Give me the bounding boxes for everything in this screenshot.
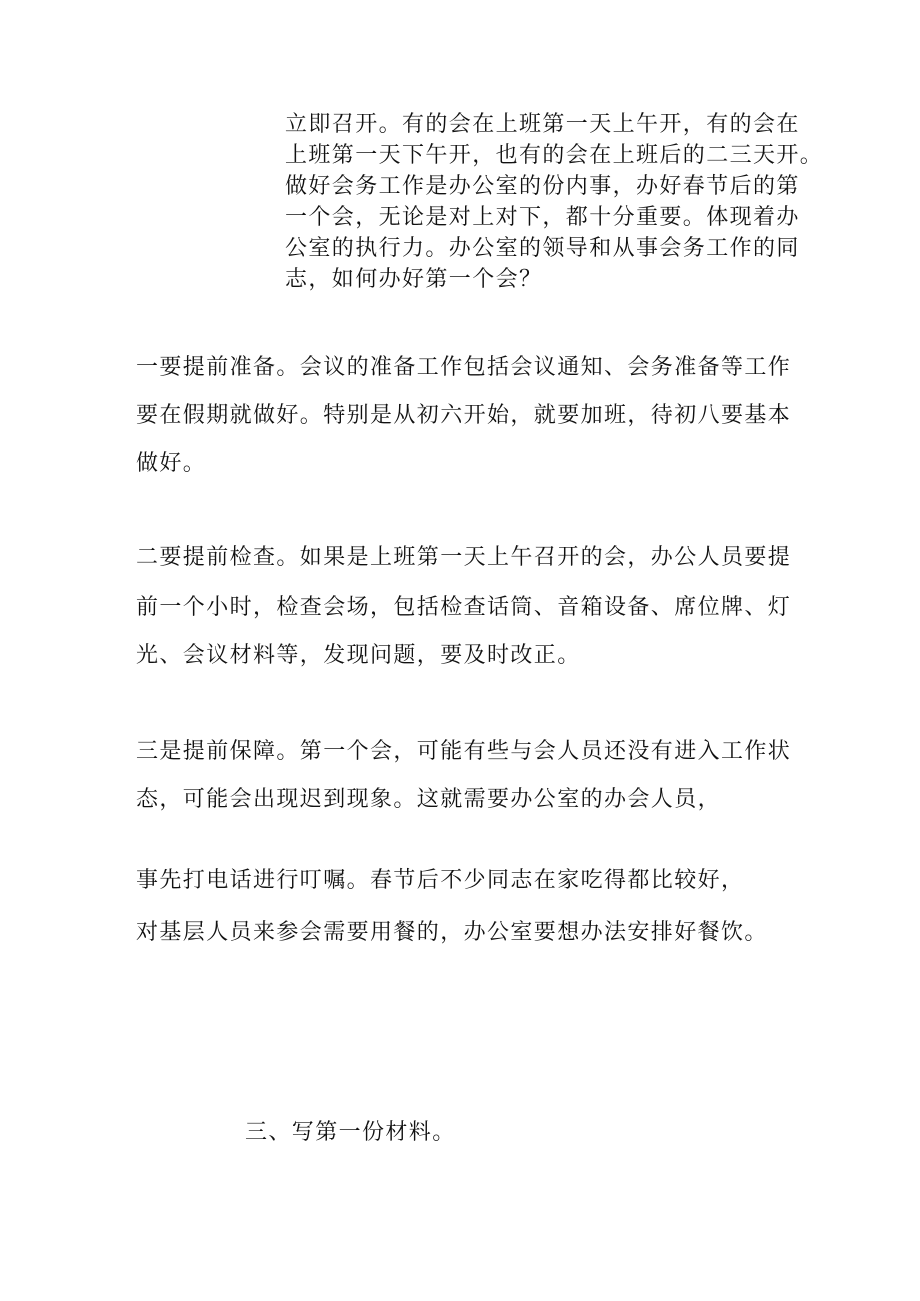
text-line: 做好。 xyxy=(136,451,207,476)
text-line: 一个会，无论是对上对下，都十分重要。体现着办 xyxy=(285,205,800,230)
text-line: 光、会议材料等，发现问题，要及时改正。 xyxy=(136,643,581,668)
text-line: 志，如何办好第一个会？ xyxy=(285,267,543,292)
text-line: 前一个小时，检查会场，包括检查话筒、音箱设备、席位牌、灯 xyxy=(136,595,792,620)
text-line: 做好会务工作是办公室的份内事，办好春节后的第 xyxy=(285,174,800,199)
text-line: 公室的执行力。办公室的领导和从事会务工作的同 xyxy=(285,236,800,261)
text-line: 二要提前检查。如果是上班第一天上午召开的会，办公人员要提 xyxy=(136,545,792,570)
text-line: 上班第一天下午开，也有的会在上班后的二三天开。 xyxy=(285,143,824,168)
text-line: 事先打电话进行叮嘱。春节后不少同志在家吃得都比较好， xyxy=(136,868,745,893)
text-line: 态，可能会出现迟到现象。这就需要办公室的办会人员， xyxy=(136,787,722,812)
text-line: 要在假期就做好。特别是从初六开始，就要加班，待初八要基本 xyxy=(136,403,792,428)
text-line: 一要提前准备。会议的准备工作包括会议通知、会务准备等工作 xyxy=(136,355,792,380)
section-heading: 三、写第一份材料。 xyxy=(245,1120,456,1145)
text-line: 对基层人员来参会需要用餐的，办公室要想办法安排好餐饮。 xyxy=(136,920,768,945)
text-line: 三是提前保障。第一个会，可能有些与会人员还没有进入工作状 xyxy=(136,739,792,764)
text-line: 立即召开。有的会在上班第一天上午开，有的会在 xyxy=(285,112,800,137)
